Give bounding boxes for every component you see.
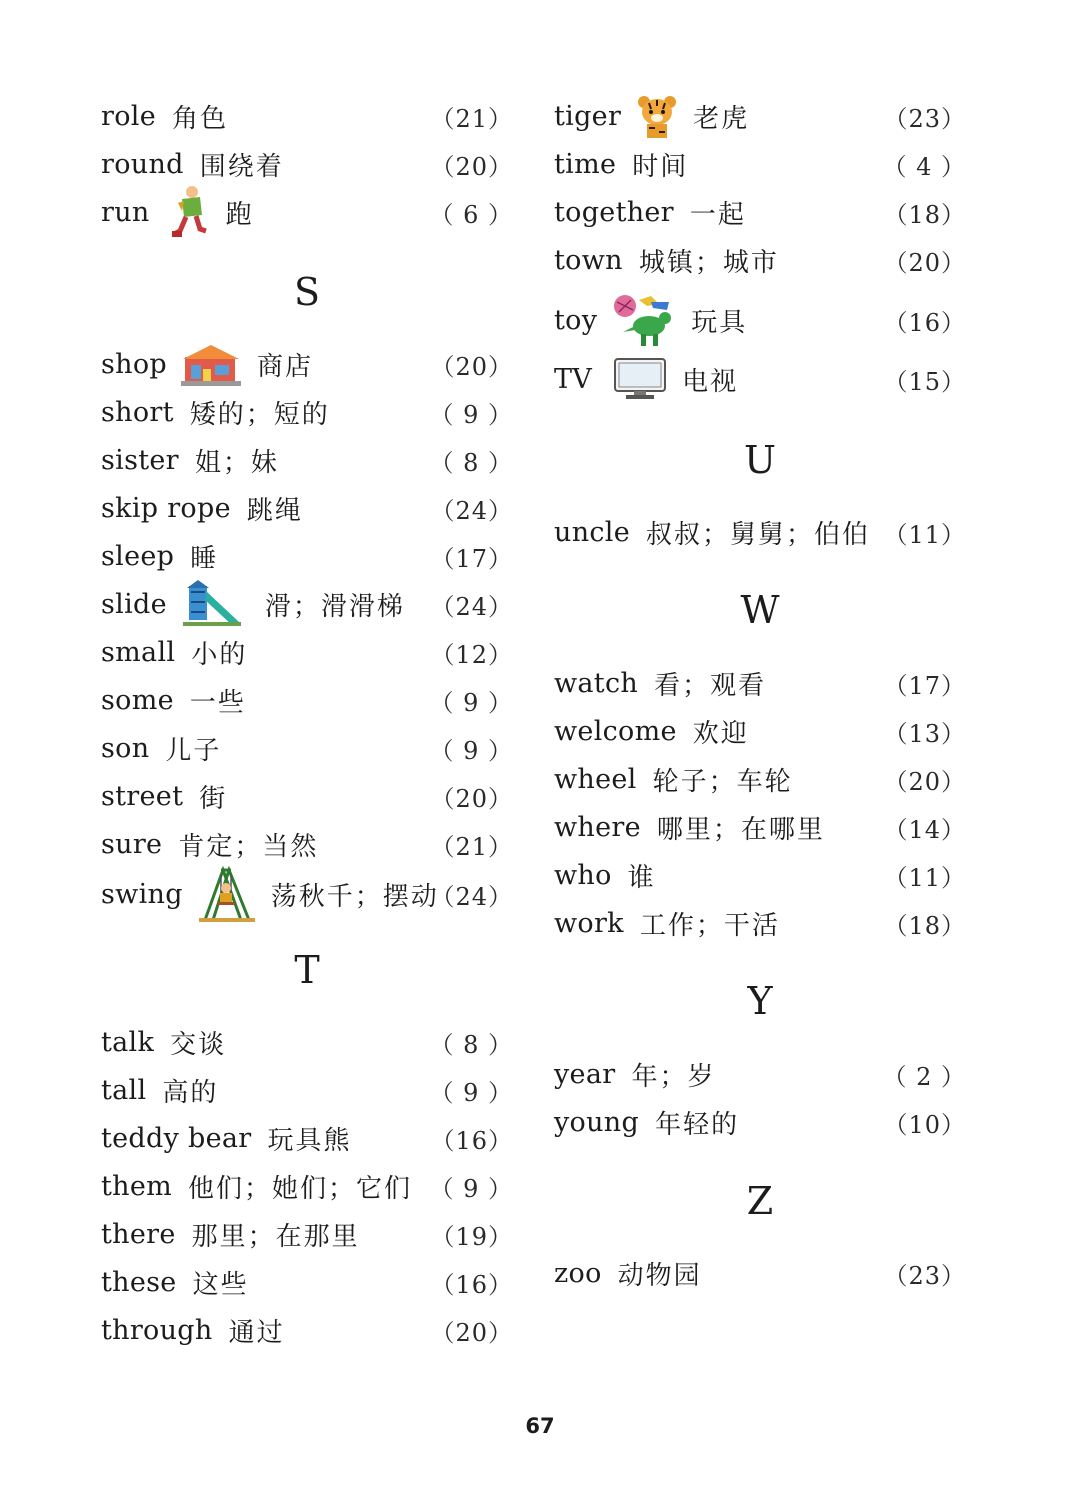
entry-meaning: 年；岁 [631,1061,716,1092]
entry-page-ref: （13） [883,719,966,748]
entry-page-ref: （19） [430,1222,513,1251]
entry-word: them [101,1170,173,1202]
entry-wheel [554,755,966,803]
entry-meaning: 那里；在那里 [191,1221,360,1252]
entry-short [101,388,513,436]
entry-page-ref: （20） [430,784,513,813]
entry-young [554,1098,966,1146]
entry-word: son [101,732,150,764]
entry-word: there [101,1218,176,1250]
entry-page-ref: （24） [430,496,513,525]
entry-zoo [554,1249,966,1297]
running-person-icon [168,185,212,239]
entry-word: where [554,811,641,843]
entry-page-ref: （16） [430,1270,513,1299]
entry-page-ref: （24） [430,882,513,911]
entry-meaning: 欢迎 [692,718,749,749]
entry-town [554,236,966,284]
entry-time [554,140,966,188]
entry-swing [101,866,513,922]
entry-page-ref: （20） [430,152,513,181]
entry-word: short [101,396,174,428]
entry-through [101,1306,513,1354]
entry-meaning: 通过 [228,1317,285,1348]
entry-small [101,628,513,676]
entry-word: young [554,1106,640,1138]
entry-meaning: 年轻的 [655,1109,740,1140]
entry-word: shop [101,348,167,380]
entry-meaning: 城镇；城市 [638,247,779,278]
entry-word: street [101,780,184,812]
entry-together [554,188,966,236]
entry-meaning: 工作；干活 [639,910,780,941]
entry-word: teddy bear [101,1122,252,1154]
entry-meaning: 姐；妹 [194,447,279,478]
entry-page-ref: （ 9 ） [429,1174,513,1203]
section-heading-s: S [293,270,321,314]
entry-tiger [554,92,966,140]
entry-page-ref: （11） [883,863,966,892]
entry-word: swing [101,878,183,910]
entry-meaning: 轮子；车轮 [652,766,793,797]
entry-meaning: 跑 [225,199,254,230]
entry-meaning: 玩具熊 [267,1125,352,1156]
entry-word: watch [554,667,639,699]
entry-page-ref: （ 9 ） [429,688,513,717]
entry-meaning: 肯定；当然 [178,831,319,862]
section-heading-y: Y [747,979,773,1023]
entry-meaning: 交谈 [170,1029,227,1060]
entry-meaning: 街 [199,783,228,814]
entry-word: small [101,636,176,668]
entry-uncle [554,508,966,556]
entry-skip-rope [101,484,513,532]
entry-page-ref: （14） [883,815,966,844]
entry-some [101,676,513,724]
entry-talk [101,1018,513,1066]
entry-page-ref: （ 8 ） [429,1030,513,1059]
entry-word: year [554,1058,616,1090]
entry-page-ref: （ 2 ） [882,1062,966,1091]
entry-meaning: 时间 [632,151,689,182]
entry-meaning: 玩具 [691,307,748,338]
entry-word: together [554,196,674,228]
entry-street [101,772,513,820]
entry-meaning: 叔叔；舅舅；伯伯 [646,519,871,550]
entry-meaning: 商店 [256,351,313,382]
entry-page-ref: （16） [883,308,966,337]
entry-sleep [101,532,513,580]
entry-role [101,92,513,140]
entry-meaning: 高的 [162,1077,219,1108]
entry-page-ref: （ 9 ） [429,1078,513,1107]
entry-meaning: 睡 [190,543,219,574]
tiger-icon [635,94,679,138]
entry-page-ref: （17） [430,544,513,573]
entry-page-ref: （23） [883,1261,966,1290]
entry-page-ref: （20） [883,767,966,796]
swing-icon [199,866,255,922]
entry-year [554,1050,966,1098]
entry-page-ref: （10） [883,1110,966,1139]
entry-word: work [554,907,624,939]
entry-shop [101,340,513,388]
entry-meaning: 动物园 [617,1260,702,1291]
entry-tv [554,355,966,403]
entry-there [101,1210,513,1258]
entry-word: uncle [554,516,631,548]
entry-page-ref: （18） [883,200,966,229]
entry-page-ref: （16） [430,1126,513,1155]
entry-work [554,899,966,947]
entry-watch [554,659,966,707]
entry-word: wheel [554,763,637,795]
entry-meaning: 一起 [689,199,746,230]
entry-page-ref: （ 9 ） [429,400,513,429]
section-heading-u: U [743,438,777,482]
entry-tall [101,1066,513,1114]
entry-meaning: 看；观看 [654,670,767,701]
entry-word: role [101,100,156,132]
section-heading-t: T [294,948,320,992]
section-heading-w: W [740,588,780,632]
entry-meaning: 滑；滑滑梯 [264,591,405,622]
entry-toy [554,290,966,350]
entry-page-ref: （ 4 ） [882,152,966,181]
entry-page-ref: （21） [430,832,513,861]
section-heading-z: Z [746,1179,774,1223]
entry-word: TV [554,363,593,395]
entry-welcome [554,707,966,755]
entry-round [101,140,513,188]
entry-word: time [554,148,617,180]
entry-meaning: 哪里；在哪里 [656,814,825,845]
entry-page-ref: （20） [430,1318,513,1347]
entry-word: tall [101,1074,147,1106]
entry-page-ref: （20） [883,248,966,277]
entry-page-ref: （11） [883,520,966,549]
entry-meaning: 他们；她们；它们 [188,1173,413,1204]
page-number: 67 [525,1414,555,1438]
entry-word: tiger [554,100,622,132]
entry-page-ref: （20） [430,352,513,381]
entry-meaning: 电视 [682,366,739,397]
entry-slide [101,580,513,628]
entry-word: some [101,684,174,716]
entry-them [101,1162,513,1210]
entry-meaning: 小的 [191,639,248,670]
entry-meaning: 谁 [627,862,656,893]
entry-word: zoo [554,1257,602,1289]
entry-page-ref: （18） [883,911,966,940]
entry-son [101,724,513,772]
entry-word: run [101,196,150,228]
entry-these [101,1258,513,1306]
entry-sister [101,436,513,484]
entry-word: sure [101,828,163,860]
entry-page-ref: （12） [430,640,513,669]
entry-word: skip rope [101,492,231,524]
tv-icon [614,358,666,400]
toy-icon [611,292,677,348]
entry-page-ref: （ 9 ） [429,736,513,765]
entry-teddy-bear [101,1114,513,1162]
entry-who [554,851,966,899]
shop-icon [181,341,241,387]
entry-word: welcome [554,715,677,747]
entry-meaning: 围绕着 [199,151,284,182]
entry-page-ref: （24） [430,592,513,621]
entry-word: town [554,244,623,276]
entry-meaning: 一些 [189,687,246,718]
entry-meaning: 跳绳 [246,495,303,526]
entry-sure [101,820,513,868]
entry-word: these [101,1266,177,1298]
entry-word: through [101,1314,213,1346]
entry-where [554,803,966,851]
entry-page-ref: （17） [883,671,966,700]
entry-meaning: 老虎 [693,103,750,134]
entry-meaning: 矮的；短的 [189,399,330,430]
entry-page-ref: （15） [883,367,966,396]
entry-meaning: 这些 [192,1269,249,1300]
entry-page-ref: （21） [430,104,513,133]
entry-word: sister [101,444,179,476]
entry-meaning: 儿子 [165,735,222,766]
entry-page-ref: （23） [883,104,966,133]
entry-page-ref: （ 6 ） [429,200,513,229]
entry-word: sleep [101,540,175,572]
entry-page-ref: （ 8 ） [429,448,513,477]
slide-icon [183,580,243,628]
entry-word: talk [101,1026,155,1058]
entry-meaning: 荡秋千；摆动 [270,881,439,912]
entry-word: round [101,148,184,180]
entry-word: toy [554,304,598,336]
entry-run [101,188,513,236]
entry-meaning: 角色 [171,103,228,134]
entry-word: slide [101,588,167,620]
entry-word: who [554,859,612,891]
